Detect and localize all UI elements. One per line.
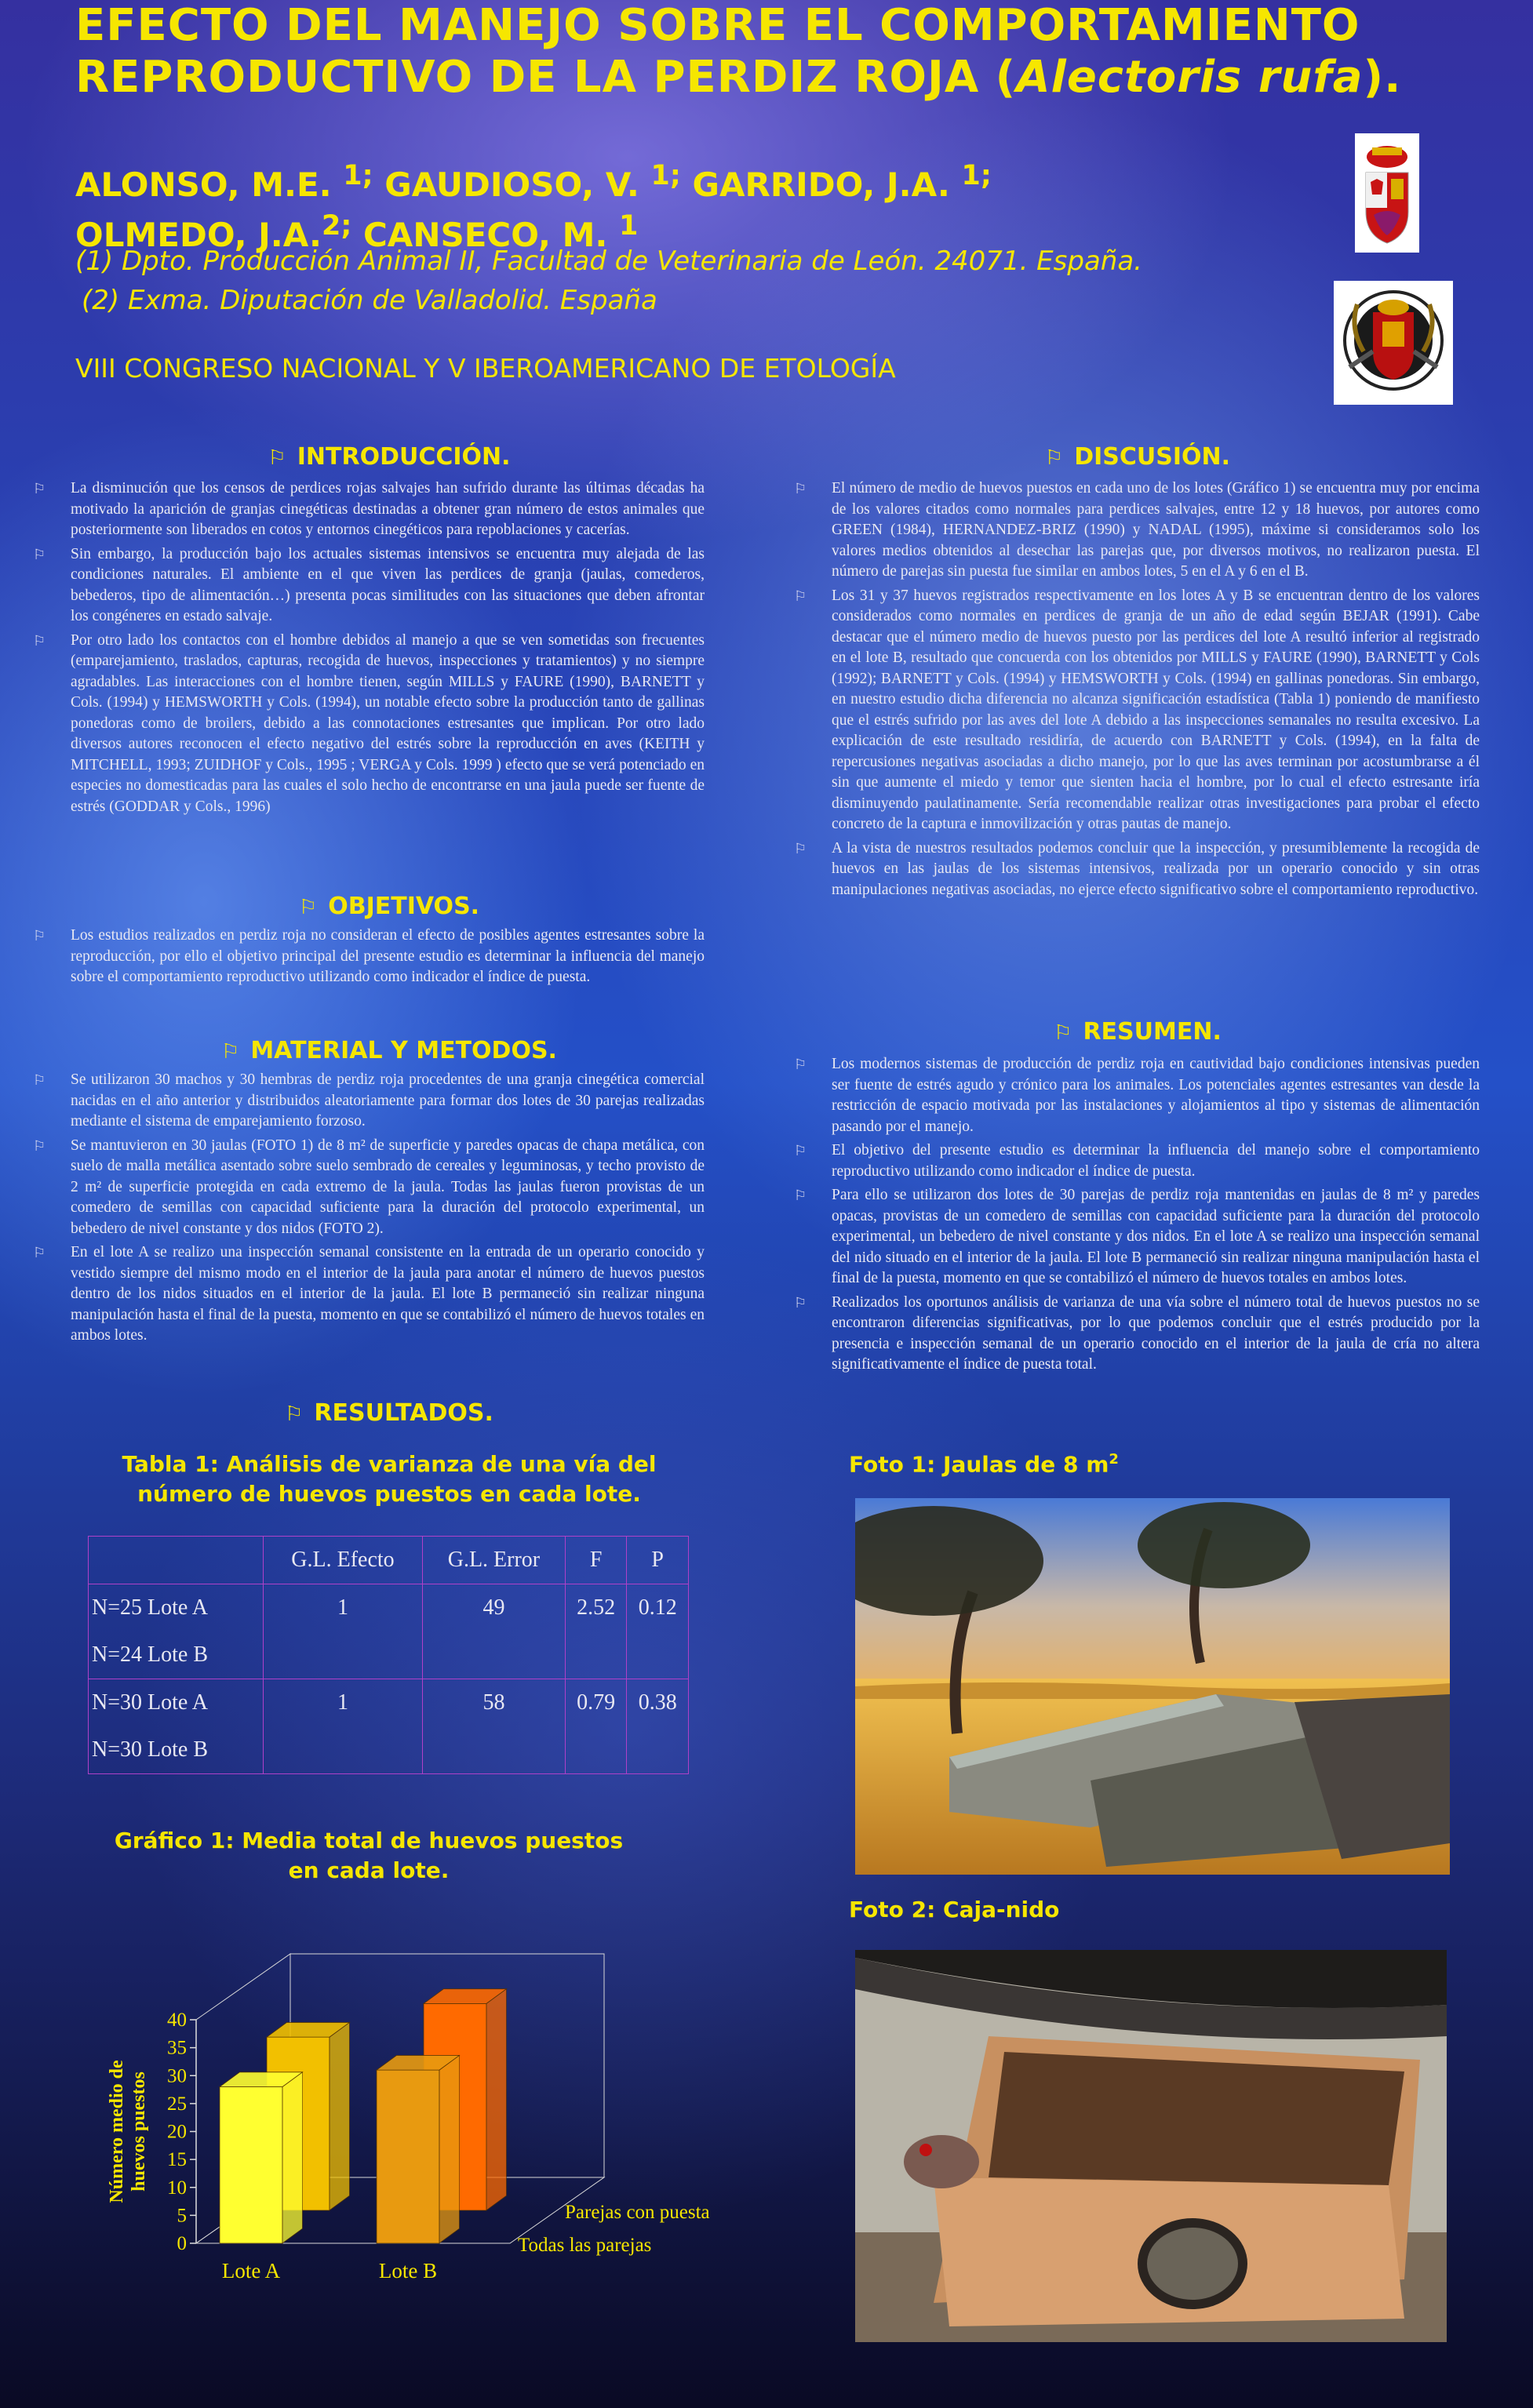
author-affil-sup: 1;	[343, 160, 373, 191]
table-cell: 2.52	[565, 1584, 627, 1632]
bar-0-1-front	[377, 2070, 439, 2243]
table-cell	[423, 1631, 566, 1679]
flag-icon: ⚐	[794, 481, 807, 497]
introduccion-heading	[75, 443, 703, 471]
list-item	[33, 926, 705, 988]
list-item-text: Para ello se utilizaron dos lotes de 30 parejas de perdiz roja mantenidas en jaulas de 8 m² y paredes opacas, provistas de un comedero de semillas con capacidad suficiente para la duración del protocolo experimental, un bebedero de nivel constante y dos nidos. En el lote A se realizo una inspección semanal del nido situado en el interior de la jaula. El lote B permaneció sin realizar ninguna manipulación hasta el final de la puesta, momento en que se contabilizó el número de huevos totales en ambos lotes.	[832, 1187, 1480, 1286]
table-header-cell: G.L. Error	[423, 1537, 566, 1584]
y-tick-label: 10	[167, 2177, 187, 2199]
table-cell: N=30 Lote A	[89, 1679, 264, 1727]
table-row	[89, 1679, 689, 1727]
author-name: OLMEDO, J.A.	[75, 216, 322, 254]
author-name: GARRIDO, J.A.	[692, 166, 950, 204]
resultados-heading	[75, 1399, 703, 1427]
table-row	[89, 1726, 689, 1774]
table-cell	[264, 1726, 423, 1774]
table-cell	[627, 1726, 689, 1774]
resumen-list	[794, 1054, 1480, 1379]
list-item-text: El número de medio de huevos puestos en cada uno de los lotes (Gráfico 1) se encuentra muy por encima de los valores citados como normales para perdices salvajes, entre 12 y 18 huevos, por autores como GREEN (1984), HERNANDEZ-BRIZ (1990) y NADAL (1995), máxime si consideramos solo los valores medios obtenidos al desechar las parejas que, por diversos motivos, no realizaron puesta. El número de parejas sin puesta fue similar en ambos lotes, 5 en el A y 6 en el B.	[832, 480, 1480, 580]
table-cell	[627, 1631, 689, 1679]
list-item-text: Se mantuvieron en 30 jaulas (FOTO 1) de 8 m² de superficie y paredes opacas de chapa metálica, con suelo de malla metálica asentado sobre suelo sembrado de cereales y leguminosas, y techo provisto de 2 m² de superficie protegida en cada extremo de la jaula. Todas las jaulas fueron provistas de un comedero de semillas con capacidad suficiente para la duración del protocolo experimental, un bebedero de nivel constante y dos nidos (FOTO 2).	[71, 1137, 705, 1237]
objetivos-heading	[75, 893, 703, 920]
flag-icon: ⚐	[33, 1072, 46, 1088]
bar-1-0-side	[330, 2022, 350, 2210]
list-item-text: Por otro lado los contactos con el hombre debidos al manejo a que se ven sometidas son frecuentes (emparejamiento, traslados, capturas, recogida de huevos, inspecciones y tratamientos) y no siempre agradables. Las interacciones con el hombre tienen, según MILLS y FAURE (1990), BARNETT y Cols. (1994) y HEMSWORTH y Cols. (1994), un notable efecto sobre la producción tanto de gallinas ponedoras como de broilers, debido a las connotaciones estresantes que implican. Por otro lado diversos autores reconocen el efecto negativo del estrés sobre la reproducción en aves (KEITH y MITCHELL, 1993; ZUIDHOF y Cols., 1995 ; VERGA y Cols. 1999 ) efecto que se verá potenciado en especies no domesticadas para las cuales el solo hecho de encontrarse en una jaula puede ser fuente de estrés (GODDAR y Cols., 1996)	[71, 631, 705, 815]
coat-of-arms-logo-2	[1334, 281, 1453, 405]
affiliations	[75, 242, 1370, 320]
objetivos-heading-label: OBJETIVOS.	[328, 893, 480, 920]
title-main: EFECTO DEL MANEJO SOBRE EL COMPORTAMIENTO REPRODUCTIVO DE LA PERDIZ ROJA (	[75, 0, 1360, 103]
bar-chart-3d	[86, 1937, 792, 2298]
author-list	[75, 155, 1299, 256]
resultados-heading-label: RESULTADOS.	[314, 1399, 493, 1427]
list-item	[33, 1070, 705, 1133]
affiliation-2: (2) Exma. Diputación de Valladolid. España	[82, 285, 657, 316]
introduccion-list	[33, 478, 705, 820]
y-tick-label: 15	[167, 2149, 187, 2171]
flag-icon: ⚐	[794, 840, 807, 857]
flag-icon: ⚐	[33, 1137, 46, 1154]
table-header-cell: P	[627, 1537, 689, 1584]
list-item	[794, 586, 1480, 835]
list-item-text: A la vista de nuestros resultados podemos concluir que la inspección, y presumiblemente la recogida de huevos en las jaulas de los sistemas intensivos, realizada por un operario conocido y sin otras manipulaciones negativas asociadas, no ejerce efecto significativo sobre el comportamiento reproductivo.	[832, 839, 1480, 898]
table-cell: 1	[264, 1584, 423, 1632]
table-cell: 49	[423, 1584, 566, 1632]
list-item-text: Realizados los oportunos análisis de varianza de una vía sobre el número total de huevos puestos no se encontraron diferencias significativas, por lo que podemos concluir que el estrés producido por la presencia e inspección semanal de un operario conocido en el interior de la jaula de cría no altera significativamente el índice de puesta total.	[832, 1293, 1480, 1373]
list-item	[33, 478, 705, 541]
y-tick-label: 30	[167, 2065, 187, 2087]
table-row	[89, 1631, 689, 1679]
flag-icon: ⚐	[33, 546, 46, 562]
table-cell: 0.79	[565, 1679, 627, 1727]
flag-icon: ⚐	[33, 928, 46, 944]
foto2-title: Foto 2: Caja-nido	[849, 1897, 1060, 1922]
flag-icon: ⚐	[33, 1245, 46, 1260]
bar-0-0-front	[220, 2087, 282, 2244]
y-tick-label: 0	[177, 2233, 187, 2254]
x-category-label: Lote B	[378, 2259, 438, 2283]
affiliation-1: (1) Dpto. Producción Animal II, Facultad de Veterinaria de León. 24071. España.	[75, 246, 1142, 277]
table-cell: N=25 Lote A	[89, 1584, 264, 1632]
list-item-text: En el lote A se realizo una inspección semanal consistente en la entrada de un operario conocido y vestido siempre del mismo modo en el interior de la jaula para anotar el número de huevos puestos dentro de los nidos situados en el interior de la jaula. El lote B permaneció sin realizar ninguna manipulación hasta el final de la puesta, momento en que se contabilizó el número de huevos totales en ambos lotes.	[71, 1244, 705, 1344]
list-item	[33, 544, 705, 627]
coat-of-arms-logo-1	[1355, 133, 1419, 253]
y-tick-label: 25	[167, 2093, 187, 2115]
list-item-text: Los estudios realizados en perdiz roja no consideran el efecto de posibles agentes estresantes sobre la reproducción, por ello el objetivo principal del presente estudio es determinar la influencia del manejo sobre el comportamiento reproductivo utilizando como indicador el índice de puesta.	[71, 927, 705, 985]
table-header-cell: F	[565, 1537, 627, 1584]
table-cell: 0.12	[627, 1584, 689, 1632]
table-header-empty	[89, 1537, 264, 1584]
bar-1-1-side	[486, 1989, 507, 2210]
author-affil-sup: 1;	[650, 160, 681, 191]
cage-photo	[855, 1498, 1450, 1875]
x-category-label: Lote A	[221, 2259, 281, 2283]
table-header-cell: G.L. Efecto	[264, 1537, 423, 1584]
congress-name: VIII CONGRESO NACIONAL Y V IBEROAMERICANO DE ETOLOGÍA	[75, 353, 896, 384]
author-affil-sup: 2;	[322, 210, 352, 242]
table-cell: N=30 Lote B	[89, 1726, 264, 1774]
introduccion-heading-label: INTRODUCCIÓN.	[297, 443, 511, 471]
objetivos-list	[33, 926, 705, 991]
list-item-text: Se utilizaron 30 machos y 30 hembras de perdiz roja procedentes de una granja cinegética comercial nacidas en el año anterior y distribuidos aleatoriamente para formar dos lotes de 30 parejas realizadas mediante el sistema de emparejamiento forzoso.	[71, 1071, 705, 1129]
table-cell: N=24 Lote B	[89, 1631, 264, 1679]
flag-icon: ⚐	[285, 1402, 304, 1426]
foto1-title-sup: 2	[1109, 1451, 1119, 1468]
author-name: ALONSO, M.E.	[75, 166, 332, 204]
series-label: Todas las parejas	[518, 2235, 652, 2256]
author-name: GAUDIOSO, V.	[384, 166, 639, 204]
discusion-list	[794, 478, 1480, 904]
bar-0-1-side	[439, 2055, 460, 2243]
author-name: CANSECO, M.	[362, 216, 608, 254]
poster-title	[75, 0, 1409, 104]
nest-box-photo	[855, 1950, 1447, 2342]
table-header-row	[89, 1537, 689, 1584]
table-title: Tabla 1: Análisis de varianza de una vía del número de huevos puestos en cada lote.	[122, 1451, 657, 1507]
y-tick-label: 5	[177, 2205, 187, 2227]
list-item	[33, 631, 705, 818]
table-cell	[565, 1631, 627, 1679]
list-item-text: El objetivo del presente estudio es determinar la influencia del manejo sobre el comportamiento reproductivo utilizando como indicador el índice de puesta.	[832, 1142, 1480, 1180]
chart-title: Gráfico 1: Media total de huevos puestos en cada lote.	[114, 1828, 624, 1883]
flag-icon: ⚐	[794, 587, 807, 604]
title-end: ).	[1363, 52, 1402, 103]
flag-icon: ⚐	[298, 896, 318, 919]
resumen-heading-label: RESUMEN.	[1083, 1018, 1222, 1046]
author-affil-sup: 1;	[961, 160, 992, 191]
y-tick-label: 35	[167, 2037, 187, 2059]
y-tick-label: 20	[167, 2121, 187, 2143]
y-tick-label: 40	[167, 2010, 187, 2031]
flag-icon: ⚐	[221, 1040, 240, 1064]
list-item-text: Los modernos sistemas de producción de perdiz roja en cautividad bajo condiciones intensivas pueden ser fuente de estrés agudo y crónico para los animales. Los potenciales agentes estresantes van desde la restricción de espacio motivada por las instalaciones y alojamientos al tipo y sistemas de alimentación pasando por el manejo.	[832, 1056, 1480, 1135]
discusion-heading	[792, 443, 1483, 471]
table-cell: 0.38	[627, 1679, 689, 1727]
list-item	[794, 838, 1480, 901]
table-cell	[423, 1726, 566, 1774]
anova-table	[88, 1536, 689, 1774]
author-affil-sup: 1	[618, 210, 639, 242]
foto1-title	[849, 1445, 1119, 1479]
table-cell	[565, 1726, 627, 1774]
list-item	[794, 1293, 1480, 1376]
flag-icon: ⚐	[1044, 446, 1064, 470]
flag-icon: ⚐	[794, 1143, 807, 1159]
bar-0-0-side	[282, 2072, 303, 2243]
material-heading-label: MATERIAL Y METODOS.	[250, 1037, 557, 1064]
flag-icon: ⚐	[794, 1294, 807, 1311]
list-item-text: Los 31 y 37 huevos registrados respectivamente en los lotes A y B se encuentran dentro de los valores considerados como normales en perdices de granja de un año de edad según BEJAR (1991). Cabe destacar que el número medio de huevos puesto por las perdices del lote A resultó inferior al registrado en el lote B, resultado que concuerda con los obtenidos por MILLS y FAURE (1990), BARNETT y Cols (1992); BARNETT y Cols. (1994) y HEMSWORTH y Cols. (1994) en gallinas ponedoras. Sin embargo, en nuestro estudio dicha diferencia no alcanza significación estadística (Tabla 1) poniendo de manifiesto que el estrés sufrido por las aves del lote A debido a las inspecciones semanales no resulta excesivo. La explicación de este resultado residiría, de acuerdo con BARNETT y Cols. (1994), en la falta de repercusiones negativas asociadas a dicho manejo, por lo que las aves terminan por acostumbrarse a él sin que aumente el miedo y temor que sienten hacia el hombre, por lo cual el efecto estresante iría disminuyendo paulatinamente. Sería recomendable realizar otras investigaciones para probar el efecto concreto de la captura e inmovilización y otras pautas de manejo.	[832, 587, 1480, 832]
foto1-title-label: Foto 1: Jaulas de 8 m	[849, 1451, 1109, 1478]
series-label: Parejas con puesta	[565, 2202, 710, 2223]
resumen-heading	[792, 1018, 1483, 1046]
table-cell: 58	[423, 1679, 566, 1727]
list-item	[794, 1140, 1480, 1182]
y-axis-title: Número medio dehuevos puestos	[107, 2060, 149, 2203]
table-row	[89, 1584, 689, 1632]
material-list	[33, 1070, 705, 1350]
list-item	[794, 478, 1480, 583]
flag-icon: ⚐	[794, 1057, 807, 1072]
flag-icon: ⚐	[1054, 1021, 1072, 1045]
list-item-text: La disminución que los censos de perdices rojas salvajes han sufrido durante las últimas décadas ha motivado la aparición de granjas cinegéticas destinadas a obtener gran número de estos animales que posteriormente son liberados en cotos y entornos cinegéticos para repoblaciones y cacerías.	[71, 480, 705, 538]
flag-icon: ⚐	[268, 446, 286, 470]
list-item	[794, 1185, 1480, 1289]
material-heading	[75, 1037, 703, 1064]
list-item	[33, 1136, 705, 1240]
table-cell: 1	[264, 1679, 423, 1727]
table-cell	[264, 1631, 423, 1679]
list-item	[794, 1054, 1480, 1137]
discusion-heading-label: DISCUSIÓN.	[1074, 443, 1231, 471]
list-item-text: Sin embargo, la producción bajo los actuales sistemas intensivos se encuentra muy alejada de las condiciones naturales. El ambiente en el que viven las perdices de granja (jaulas, comederos, bebederos, tipo de alimentación…) presenta pocas similitudes con las situaciones que deben afrontar los congéneres en estado salvaje.	[71, 545, 705, 624]
list-item	[33, 1242, 705, 1347]
title-species: Alectoris rufa	[1016, 52, 1364, 103]
flag-icon: ⚐	[33, 481, 46, 497]
flag-icon: ⚐	[794, 1188, 807, 1203]
flag-icon: ⚐	[33, 632, 46, 649]
